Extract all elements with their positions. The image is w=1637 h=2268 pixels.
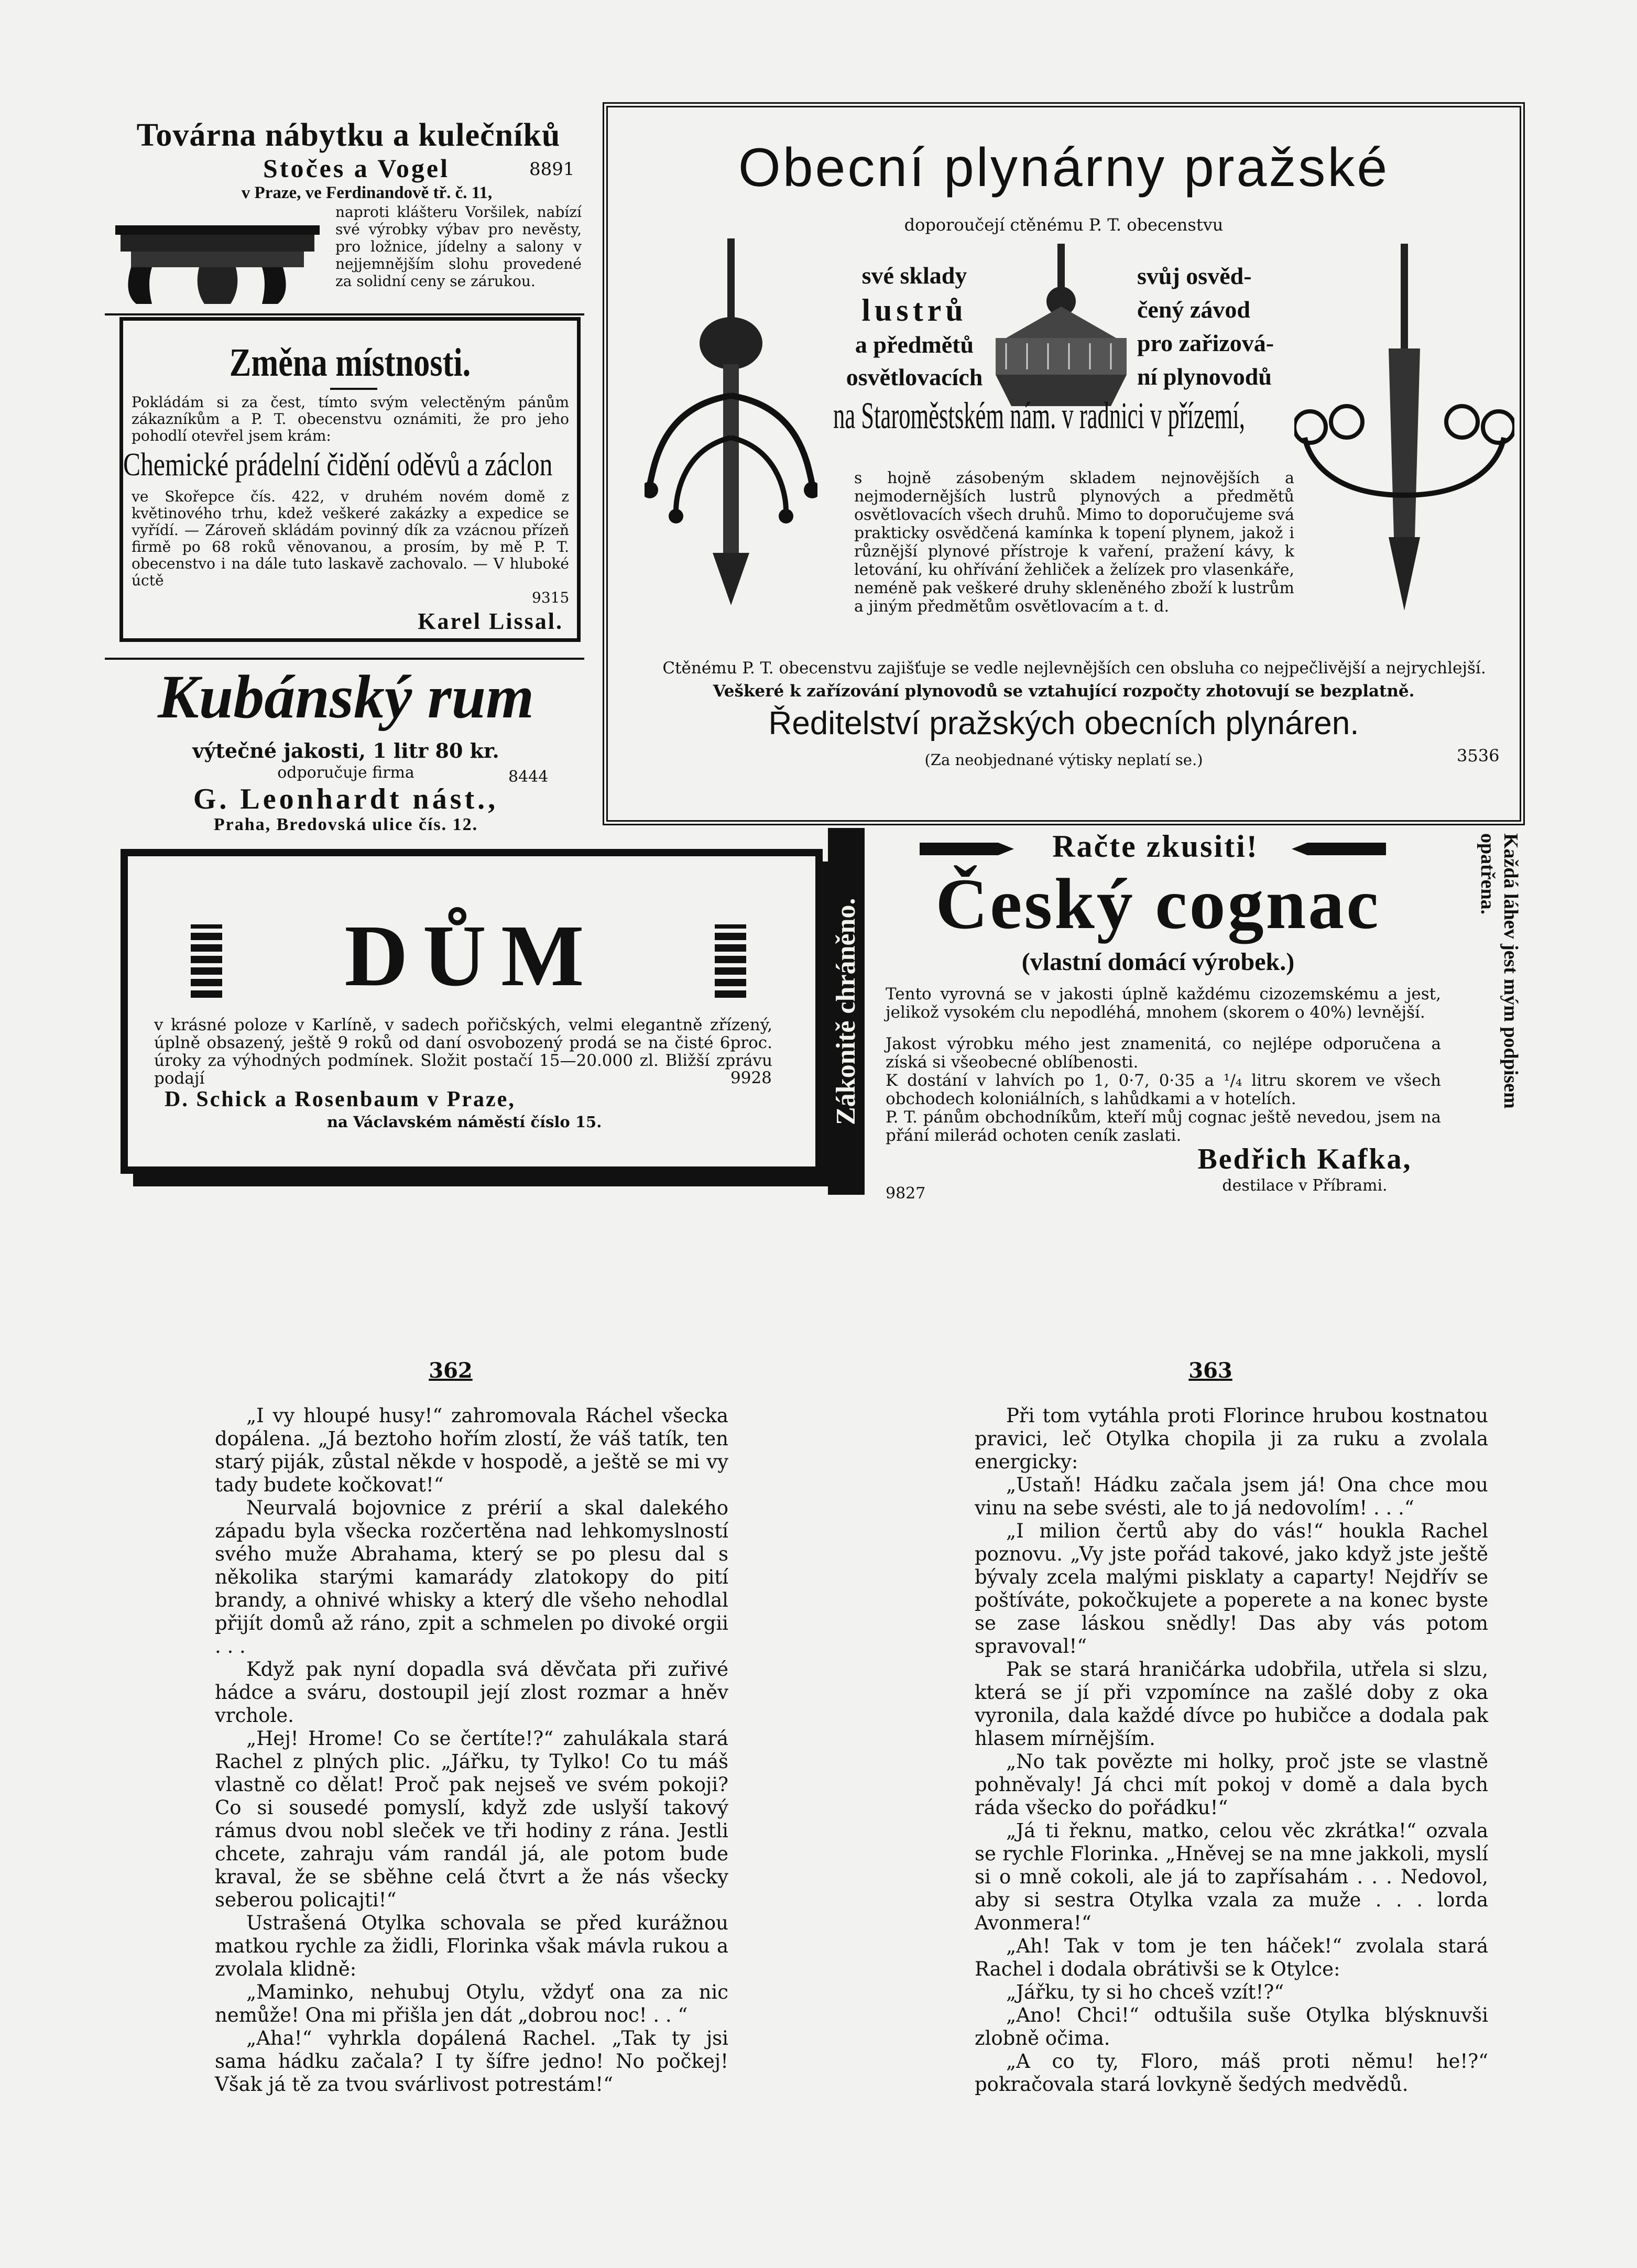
cognac-side-right: Každá láhev jest mým podpisem opatřena.	[1477, 833, 1522, 1109]
left-paragraph: Ustrašená Otylka schovala se před kurážnou matkou rychle za židli, Florinka však mávla rukou a zvolala klidně:	[215, 1912, 728, 1980]
right-paragraph: Při tom vytáhla proti Florince hrubou kostnatou pravici, leč Otylka chopila ji za ruku a zvolala energicky:	[975, 1404, 1488, 1473]
gasworks-left-line: a předmětů	[855, 331, 974, 358]
furniture-ad-text: naproti klášteru Voršilek, nabízí své výrobky výbav pro nevěsty, pro ložnice, jídelny a salony v nejjemnějším slohu provedené za solidní ceny se zárukou.	[335, 203, 582, 290]
right-paragraph: „A co ty, Floro, máš proti němu! he!?“ pokračovala stará lovkyně šedých medvědů.	[975, 2050, 1488, 2096]
cognac-place: destilace v Příbrami.	[1222, 1176, 1388, 1195]
gasworks-left-line: své sklady	[861, 262, 967, 289]
house-text: v krásné poloze v Karlíně, v sadech pořičských, velmi elegantně zřízený, úplně obsazený, ještě 9 roků od daní osvobozený prodá se na čisté 6proc. úroky za výhodných podmínek. Složit postačí 15—20.000 zl. Bližší zprávu podají	[154, 1016, 772, 1088]
right-paragraph: „Já ti řeknu, matko, celou věc zkrátka!“ ozvala se rychle Florinka. „Hněvej se na mne jakkoli, myslí si o mně cokoli, ale já to zapřísahám . . . Nedovol, aby si sestra Otylka vzala za muže . . . lorda Avonmera!“	[975, 1819, 1488, 1934]
cognac-title: Český cognac	[935, 864, 1381, 944]
page-number-right: 363	[1188, 1358, 1232, 1383]
gasworks-location: na Staroměstském nám. v radnici v přízemí,	[833, 395, 1245, 437]
cognac-text2: Jakost výrobku mého jest znamenitá, co nejlépe odporučena a získá si všeobecné oblíbenosti.	[886, 1034, 1441, 1072]
cognac-text4: P. T. pánům obchodníkům, kteří můj cognac ještě nevedou, jsem na přání milerád ochoten ceník zaslati.	[886, 1108, 1441, 1145]
furniture-ad-firm: Stočes a Vogel	[263, 154, 450, 183]
cognac-text3: K dostání v lahvích po 1, 0·7, 0·35 a ¹/₄ litru skorem ve všech obchodech koloniálních, s lahůdkami a v hotelích.	[886, 1071, 1441, 1108]
gasworks-left-block	[828, 259, 1001, 394]
gasworks-left-line: osvětlovacích	[846, 364, 983, 390]
relocation-rule	[330, 388, 377, 390]
cognac-ad	[828, 828, 1525, 1205]
left-paragraph: Neurvalá bojovnice z prérií a skal dalekého západu byla všecka rozčertěna nad lehkomyslností svého muže Abrahama, který se po plesu dal s několika starými kamarády zlatokopy do pití brandy, a ohnivé whisky a který dle všeho nehodlal přijít domů až ráno, zpit a schmelen po divoké orgii . . .	[215, 1497, 728, 1658]
cognac-signature: Bedřich Kafka,	[1197, 1143, 1412, 1175]
gasworks-right-line: pro zařizová-	[1137, 330, 1274, 356]
gasworks-middle: s hojně zásobeným skladem nejnovějších a nejmodernějších lustrů plynových a předmětů osvětlovacích všech druhů. Mimo to doporučujeme svá prakticky osvědčená kamínka k topení plynem, jakož i různější plynové přístroje k vaření, pražení kávy, k letování, ku ohřívání žehliček a želízek pro vlasenkáře, neméně pak veškeré druhy skleněného zboží k lustrům a jiným předmětům osvětlovacím a t. d.	[854, 469, 1294, 616]
furniture-table-illustration	[110, 204, 325, 309]
gasworks-ad	[603, 102, 1525, 825]
cognac-subtitle: (vlastní domácí výrobek.)	[1021, 948, 1295, 976]
relocation-body: ve Skořepce čís. 422, v druhém novém domě z květinového trhu, kdež veškeré zakázky a expedice se vyřídí. — Zároveň skládám povinný dík za vzácnou přízeň firmě po 68 roků věnovanou, a prosím, by mě P. T. obecenstvo i na dále tuto laskavě zachovalo. — V hluboké úctě	[132, 488, 569, 589]
relocation-intro: Pokládám si za čest, tímto svým velectěným pánům zákazníkům a P. T. obecenstvu oznámiti, že pro jeho pohodlí otevřel jsem krám:	[132, 394, 569, 444]
gasworks-right-line: svůj osvěd-	[1137, 263, 1252, 289]
house-code: 9928	[730, 1068, 772, 1087]
divider	[105, 313, 584, 315]
gasworks-title: Obecní plynárny pražské	[738, 137, 1390, 198]
relocation-headline: Chemické prádelní čidění oděvů a záclon	[123, 447, 553, 483]
right-paragraph: „Ano! Chci!“ odtušila suše Otylka blýsknuvši zlobně očima.	[975, 2004, 1488, 2049]
left-paragraph: Když pak nyní dopadla svá děvčata při zuřivé hádce a sváru, dostoupil její zlost rozmar a hněv vrchole.	[215, 1658, 728, 1727]
right-paragraph: „No tak povězte mi holky, proč jste se vlastně pohněvaly! Já chci mít pokoj v domě a dala bych ráda všecko do pořádku!“	[975, 1750, 1488, 1819]
rum-firm: G. Leonhardt nást.,	[193, 783, 499, 815]
furniture-ad-code: 8891	[529, 159, 575, 180]
house-address: na Václavském náměstí číslo 15.	[327, 1113, 602, 1131]
left-paragraph: „Hej! Hrome! Co se čertíte!?“ zahulákala stará Rachel z plných plic. „Jářku, ty Tylko! Co tu máš vlastně co dělat! Proč pak nejseš ve svém pokoji? Co si sousedé pomyslí, když zde uslyší takový rámus dvou nobl sleček ve tři hodiny z rána. Jestli chcete, zahraju vám randál já, ale potom bude kraval, že se sběhne celá čtvrt a že nás všecky seberou policajti!“	[215, 1727, 728, 1911]
chandelier-right-illustration	[1294, 244, 1514, 621]
right-text-column	[975, 1404, 1488, 2112]
gasworks-note: (Za neobjednané výtisky neplatí se.)	[924, 751, 1203, 769]
relocation-ad	[119, 317, 581, 642]
rum-title: Kubánský rum	[157, 662, 534, 731]
rum-recommended: odporučuje firma	[277, 764, 414, 782]
cognac-side-left: Zákonitě chráněno.	[828, 828, 865, 1195]
cognac-header: Račte zkusiti!	[1052, 829, 1259, 864]
house-firm: D. Schick a Rosenbaum v Praze,	[165, 1087, 516, 1111]
house-ad-frame	[121, 849, 823, 1174]
relocation-title: Změna místnosti.	[229, 341, 471, 385]
rum-address: Praha, Bredovská ulice čís. 12.	[213, 815, 478, 834]
gasworks-line3: Veškeré k zařízování plynovodů se vztahující rozpočty zhotovují se bezplatně.	[713, 682, 1415, 701]
gasworks-line2: Ctěnému P. T. obecenstvu zajišťuje se vedle nejlevnějších cen obsluha co nejpečlivější a nejrychlejší.	[662, 659, 1486, 678]
rum-code: 8444	[508, 768, 549, 786]
gasworks-right-line: čený závod	[1137, 296, 1250, 323]
furniture-ad-address: v Praze, ve Ferdinandově tř. č. 11,	[241, 183, 493, 202]
left-paragraph: „Aha!“ vyhrkla dopálená Rachel. „Tak ty jsi sama hádku začala? I ty šífre jedno! No počkej! Však já tě za tvou svárlivost potrestám!“	[215, 2027, 728, 2096]
relocation-signature: Karel Lissal.	[418, 608, 563, 634]
pointing-hand-left-icon	[920, 838, 1014, 859]
furniture-ad-title: Továrna nábytku a kulečníků	[136, 117, 561, 153]
right-paragraph: „Jářku, ty si ho chceš vzít!?“	[1006, 1981, 1284, 2003]
page-number-left: 362	[429, 1358, 473, 1383]
rum-quality: výtečné jakosti, 1 litr 80 kr.	[192, 739, 499, 762]
gasworks-code: 3536	[1457, 746, 1500, 766]
right-paragraph: „Ah! Tak v tom je ten háček!“ zvolala stará Rachel i dodala obrátivši se k Otylce:	[975, 1935, 1488, 1980]
rum-ad	[107, 663, 584, 836]
right-paragraph: „I milion čertů aby do vás!“ houkla Rachel poznovu. „Vy jste pořád takové, jako když jste ještě bývaly zcela malými pisklaty a caparty! Nejdřív se poštíváte, pokočkujete a poperete a na konec byste se zase láskou snědly! Das aby vás potom spravoval!“	[975, 1520, 1488, 1658]
gasworks-subtitle: doporoučejí ctěnému P. T. obecenstvu	[904, 215, 1224, 235]
furniture-ad	[110, 118, 584, 312]
chandelier-left-illustration	[645, 238, 817, 616]
divider	[105, 658, 584, 660]
left-text-column	[215, 1404, 728, 2138]
gasworks-left-line: lustrů	[861, 293, 967, 328]
right-paragraph: „Ustaň! Hádku začala jsem já! Ona chce mou vinu na sebe svésti, ale to já nedovolím! . . .“	[975, 1474, 1488, 1519]
relocation-code: 9315	[532, 589, 570, 606]
right-paragraph: Pak se stará hraničárka udobřila, utřela si slzu, která se jí při vzpomínce na zašlé doby z oka vyronila, dala každé dívce po hubičce a dodala pak hlasem mírnějším.	[975, 1658, 1488, 1750]
gasworks-signature: Ředitelství pražských obecních plynáren.	[768, 705, 1359, 742]
gasworks-right-line: ní plynovodů	[1137, 363, 1272, 390]
left-paragraph: „I vy hloupé husy!“ zahromovala Ráchel všecka dopálena. „Já beztoho hořím zlostí, že váš tatík, ten starý piják, zůstal někde v hospodě, a ještě se mi vy tady budete kočkovat!“	[215, 1404, 728, 1496]
chandelier-center-illustration	[985, 244, 1137, 417]
cognac-text: Tento vyrovná se v jakosti úplně každému cizozemskému a jest, jelikož vysokém clu nepodléhá, mnohem (skorem o 40%) levnější.	[886, 985, 1441, 1022]
house-title: DŮM	[344, 907, 599, 1005]
pointing-hand-right-icon	[1292, 838, 1386, 859]
cognac-code: 9827	[886, 1184, 926, 1203]
gasworks-right-block	[1137, 259, 1310, 394]
left-paragraph: „Maminko, nehubuj Otylu, vždyť ona za nic nemůže! Ona mi přišla jen dát „dobrou noc! . . “	[215, 1981, 728, 2026]
